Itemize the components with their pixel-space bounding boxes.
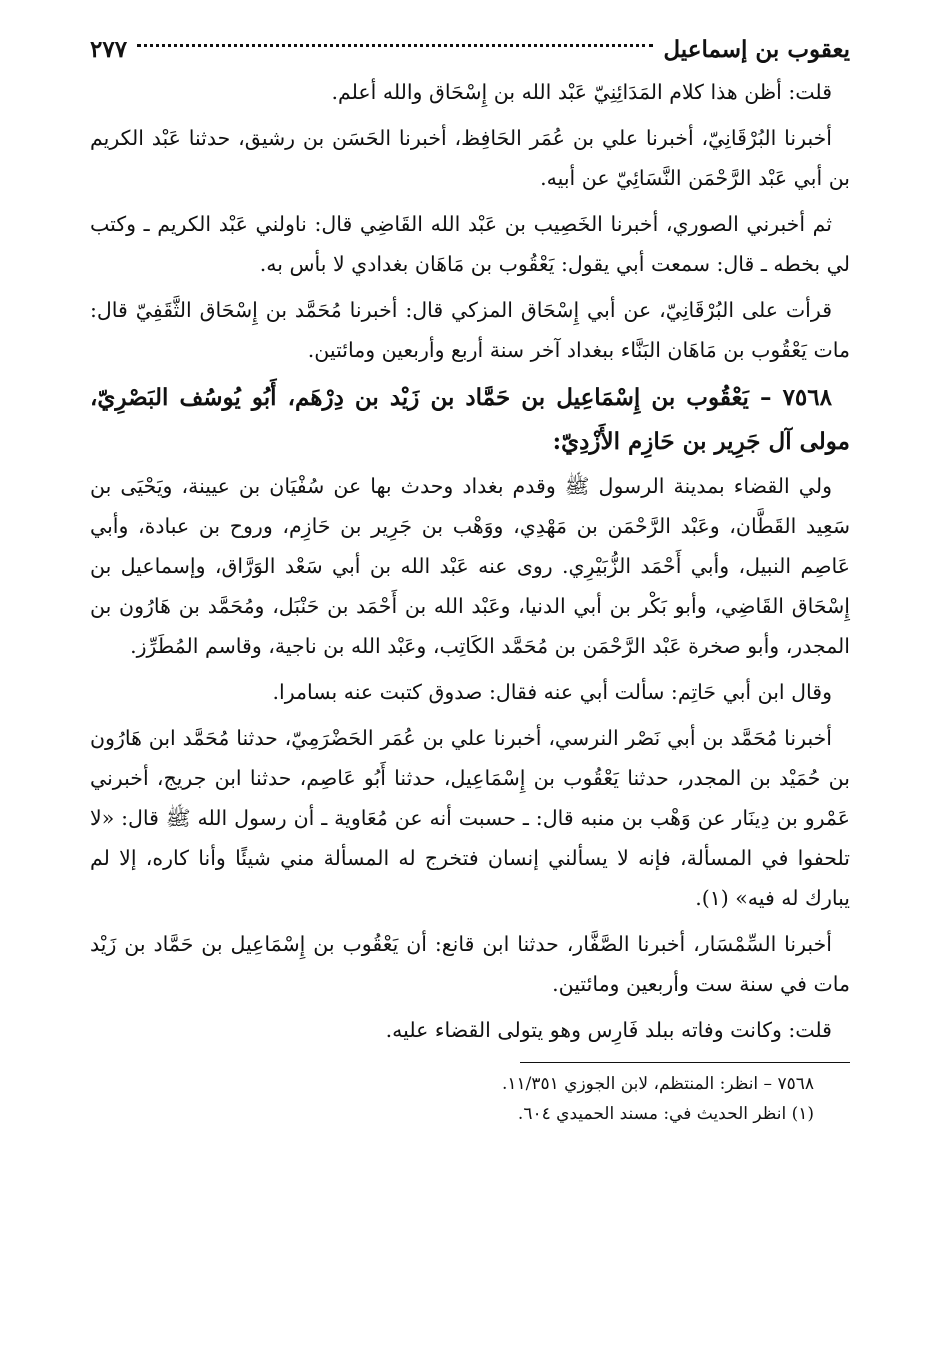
- footnote-entry: ٧٥٦٨ – انظر: المنتظم، لابن الجوزي ١١/٣٥١.: [501, 1074, 814, 1094]
- page-number: ٢٧٧: [90, 36, 128, 63]
- footnotes: [90, 1069, 850, 1129]
- leader-dots: [137, 44, 653, 47]
- footnote-hadith: (١) انظر الحديث في: مسند الحميدي ٦٠٤.: [517, 1104, 814, 1124]
- paragraph-7: أخبرنا مُحَمَّد بن أبي نَصْر النرسي، أخبرنا علي بن عُمَر الحَضْرَمِيّ، حدثنا مُحَمَّد ابن هَارُون بن حُمَيْد بن المجدر، حدثنا يَعْقُوب بن إِسْمَاعِيل، حدثنا أَبُو عَاصِم، حدثنا ابن جريج، أخبرني عَمْرو بن دِينَار عن وَهْب بن منبه قال: ـ حسبت أنه عن مُعَاوية ـ أن رسول الله ﷺ قال: «لا تلحفوا في المسألة، فإنه لا يسألني إنسان فتخرج له المسألة مني شيئًا وأنا كاره، إلا لم يبارك له فيه» (١).: [90, 726, 850, 910]
- paragraph-9: قلت: وكانت وفاته ببلد فَارِس وهو يتولى القضاء عليه.: [385, 1018, 832, 1042]
- paragraph-4: قرأت على البُرْقَانِيّ، عن أبي إِسْحَاق المزكي قال: أخبرنا مُحَمَّد بن إِسْحَاق الثَّقَفِيّ قال: مات يَعْقُوب بن مَاهَان البَنَّاء ببغداد آخر سنة أربع وأربعين ومائتين.: [90, 298, 850, 362]
- paragraph-6: وقال ابن أبي حَاتِم: سألت أبي عنه فقال: صدوق كتبت عنه بسامرا.: [272, 680, 832, 704]
- paragraph-5: ولي القضاء بمدينة الرسول ﷺ وقدم بغداد وحدث بها عن سُفْيَان بن عيينة، ويَحْيَى بن سَعِيد القَطَّان، وعَبْد الرَّحْمَن بن مَهْدِي، ووَهْب بن جَرِير بن حَازِم، وروح بن عبادة، وأبي عَاصِم النبيل، وأبي أَحْمَد الزُّبَيْرِي. روى عنه عَبْد الله بن أبي سَعْد الوَرَّاق، وإسماعيل بن إِسْحَاق القَاضِي، وأبو بَكْر بن أبي الدنيا، وعَبْد الله بن أَحْمَد بن حَنْبَل، ومُحَمَّد بن هَارُون بن المجدر، وأبو صخرة عَبْد الرَّحْمَن بن مُحَمَّد الكَاتِب، وعَبْد الله بن ناجية، وقاسم المُطَرِّز.: [90, 474, 850, 658]
- footnote-rule: [520, 1062, 850, 1063]
- running-header: [90, 28, 850, 72]
- paragraph-3: ثم أخبرني الصوري، أخبرنا الخَصِيب بن عَبْد الله القَاضِي قال: ناولني عَبْد الكريم ـ وكتب لي بخطه ـ قال: سمعت أبي يقول: يَعْقُوب بن مَاهَان بغدادي لا بأس به.: [90, 212, 850, 276]
- paragraph-2: أخبرنا البُرْقَانِيّ، أخبرنا علي بن عُمَر الحَافِظ، أخبرنا الحَسَن بن رشيق، حدثنا عَبْد الكريم بن أبي عَبْد الرَّحْمَن النَّسَائِيّ عن أبيه.: [90, 126, 850, 190]
- paragraph-1: قلت: أظن هذا كلام المَدَائِنِيّ عَبْد الله بن إِسْحَاق والله أعلم.: [331, 80, 832, 104]
- paragraph-8: أخبرنا السِّمْسَار، أخبرنا الصَّفَّار، حدثنا ابن قانع: أن يَعْقُوب بن إِسْمَاعِيل بن حَمَّاد بن زَيْد مات في سنة ست وأربعين ومائتين.: [90, 932, 850, 996]
- book-page: [90, 28, 850, 1129]
- entry-heading: ٧٥٦٨ – يَعْقُوب بن إِسْمَاعِيل بن حَمَّاد بن زَيْد بن دِرْهَم، أَبُو يُوسُف البَصْرِيّ، مولى آل جَرِير بن حَازِم الأَزْدِيّ:: [90, 384, 850, 455]
- running-title: يعقوب بن إسماعيل: [663, 36, 850, 63]
